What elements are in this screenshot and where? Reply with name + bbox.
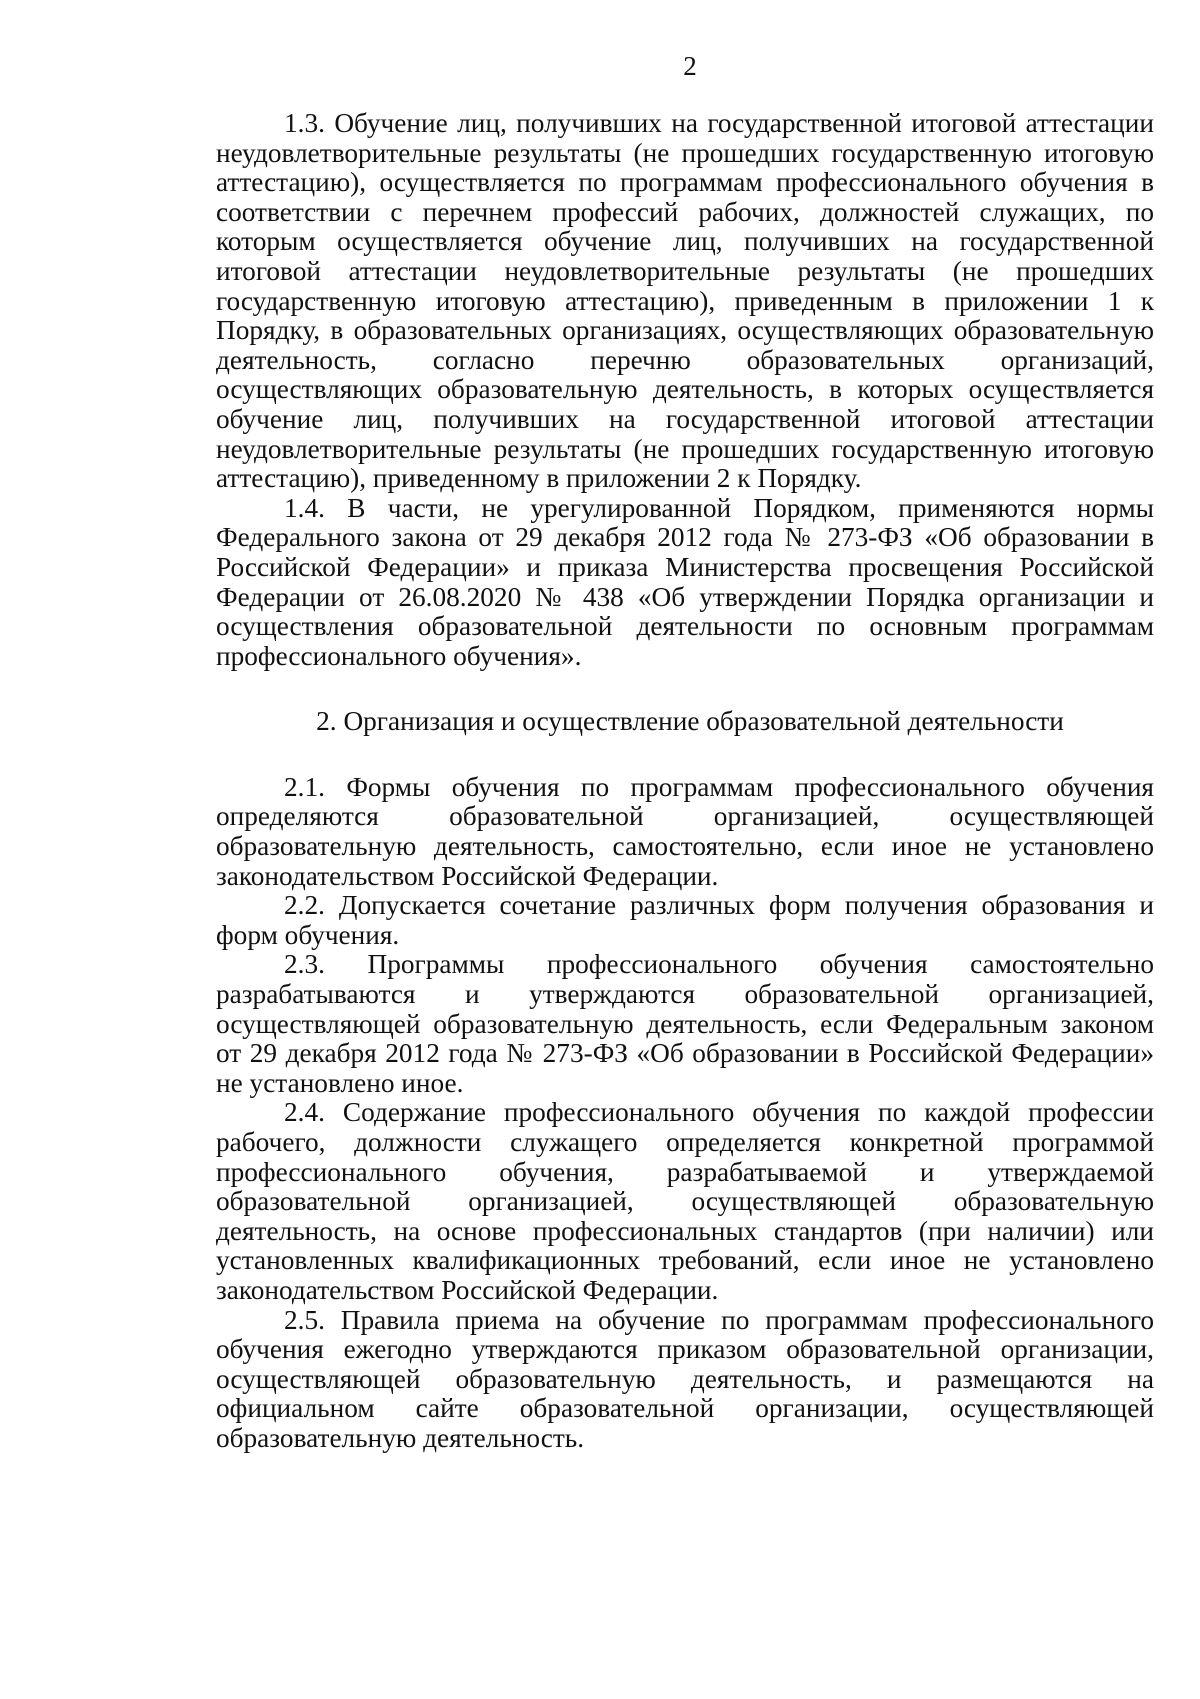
paragraph-1-4: 1.4. В части, не урегулированной Порядком, применяются нормы Федерального закона от 29 декабря 2012 года № 273-ФЗ «Об образовании в Российской Федерации» и приказа Министерства просвещения Российской Федерации от 26.08.2020 № 438 «Об утверждении Порядка организации и осуществления образовательной деятельности по основным программам профессионального обучения».: [216, 492, 1154, 671]
paragraph-2-1: 2.1. Формы обучения по программам профессионального обучения определяются образовательной организацией, осуществляющей образовательную деятельность, самостоятельно, если иное не установлено законодательством Российской Федерации.: [216, 771, 1154, 891]
paragraph-2-2: 2.2. Допускается сочетание различных форм получения образования и форм обучения.: [216, 890, 1154, 950]
section-heading: 2. Организация и осуществление образовательной деятельности: [316, 706, 1064, 737]
paragraph-2-3: 2.3. Программы профессионального обучения самостоятельно разрабатываются и утверждаются образовательной организацией, осуществляющей образовательную деятельность, если Федеральным законом от 29 декабря 2012 года № 273-ФЗ «Об образовании в Российской Федерации» не установлено иное.: [216, 949, 1154, 1098]
paragraph-1-3: 1.3. Обучение лиц, получивших на государственной итоговой аттестации неудовлетворительные результаты (не прошедших государственную итоговую аттестацию), осуществляется по программам профессионального обучения в соответствии с перечнем профессий рабочих, должностей служащих, по которым осуществляется обучение лиц, получивших на государственной итоговой аттестации неудовлетворительные результаты (не прошедших государственную итоговую аттестацию), приведенным в приложении 1 к Порядку, в образовательных организациях, осуществляющих образовательную деятельность, согласно перечню образовательных организаций, осуществляющих образовательную деятельность, в которых осуществляется обучение лиц, получивших на государственной итоговой аттестации неудовлетворительные результаты (не прошедших государственную итоговую аттестацию), приведенному в приложении 2 к Порядку.: [216, 108, 1154, 494]
document-body: [216, 109, 1154, 1454]
page-number: 2: [683, 51, 697, 81]
paragraph-2-4: 2.4. Содержание профессионального обучения по каждой профессии рабочего, должности служащего определяется конкретной программой профессионального обучения, разрабатываемой и утверждаемой образовательной организацией, осуществляющей образовательную деятельность, на основе профессиональных стандартов (при наличии) или установленных квалификационных требований, если иное не установлено законодательством Российской Федерации.: [216, 1097, 1154, 1305]
paragraph-2-5: 2.5. Правила приема на обучение по программам профессионального обучения ежегодно утверждаются приказом образовательной организации, осуществляющей образовательную деятельность, и размещаются на официальном сайте образовательной организации, осуществляющей образовательную деятельность.: [216, 1304, 1154, 1453]
